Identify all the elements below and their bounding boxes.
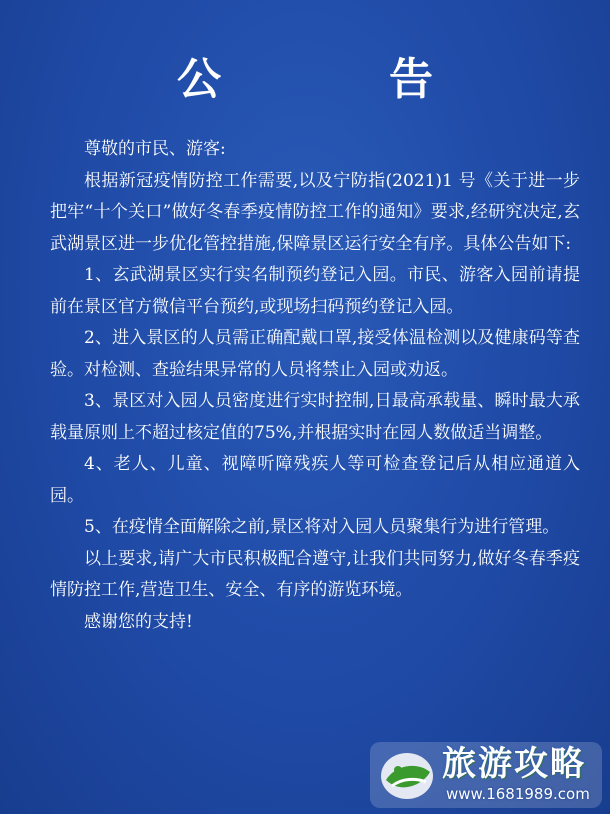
globe-logo-icon: [378, 750, 436, 802]
notice-paragraph-intro: 根据新冠疫情防控工作需要,以及宁防指(2021)1 号《关于进一步把牢“十个关口”做好冬春季疫情防控工作的通知》要求,经研究决定,玄武湖景区进一步优化管控措施,保障景区运行安全有序。具体公告如下:: [50, 170, 580, 254]
notice-closing: 以上要求,请广大市民积极配合遵守,让我们共同努力,做好冬春季疫情防控工作,营造卫生、安全、有序的游览环境。: [50, 548, 580, 600]
watermark-url: www.1681989.com: [446, 785, 590, 803]
watermark: [370, 742, 602, 808]
notice-thanks: 感谢您的支持!: [84, 611, 193, 632]
watermark-brand: 旅游攻略: [442, 744, 586, 784]
notice-body: [50, 134, 580, 638]
notice-greeting: 尊敬的市民、游客:: [84, 139, 226, 159]
notice-item-4: 4、老人、儿童、视障听障残疾人等可检查登记后从相应通道入园。: [50, 454, 580, 506]
notice-item-1: 1、玄武湖景区实行实名制预约登记入园。市民、游客入园前请提前在景区官方微信平台预约,或现场扫码预约登记入园。: [50, 265, 580, 317]
notice-item-3: 3、景区对入园人员密度进行实时控制,日最高承载量、瞬时最大承载量原则上不超过核定值的75%,并根据实时在园人数做适当调整。: [50, 391, 580, 443]
notice-item-5: 5、在疫情全面解除之前,景区将对入园人员聚集行为进行管理。: [84, 517, 560, 537]
notice-item-2: 2、进入景区的人员需正确配戴口罩,接受体温检测以及健康码等查验。对检测、查验结果异常的人员将禁止入园或劝返。: [50, 328, 580, 380]
notice-title: 公 告: [177, 54, 495, 105]
